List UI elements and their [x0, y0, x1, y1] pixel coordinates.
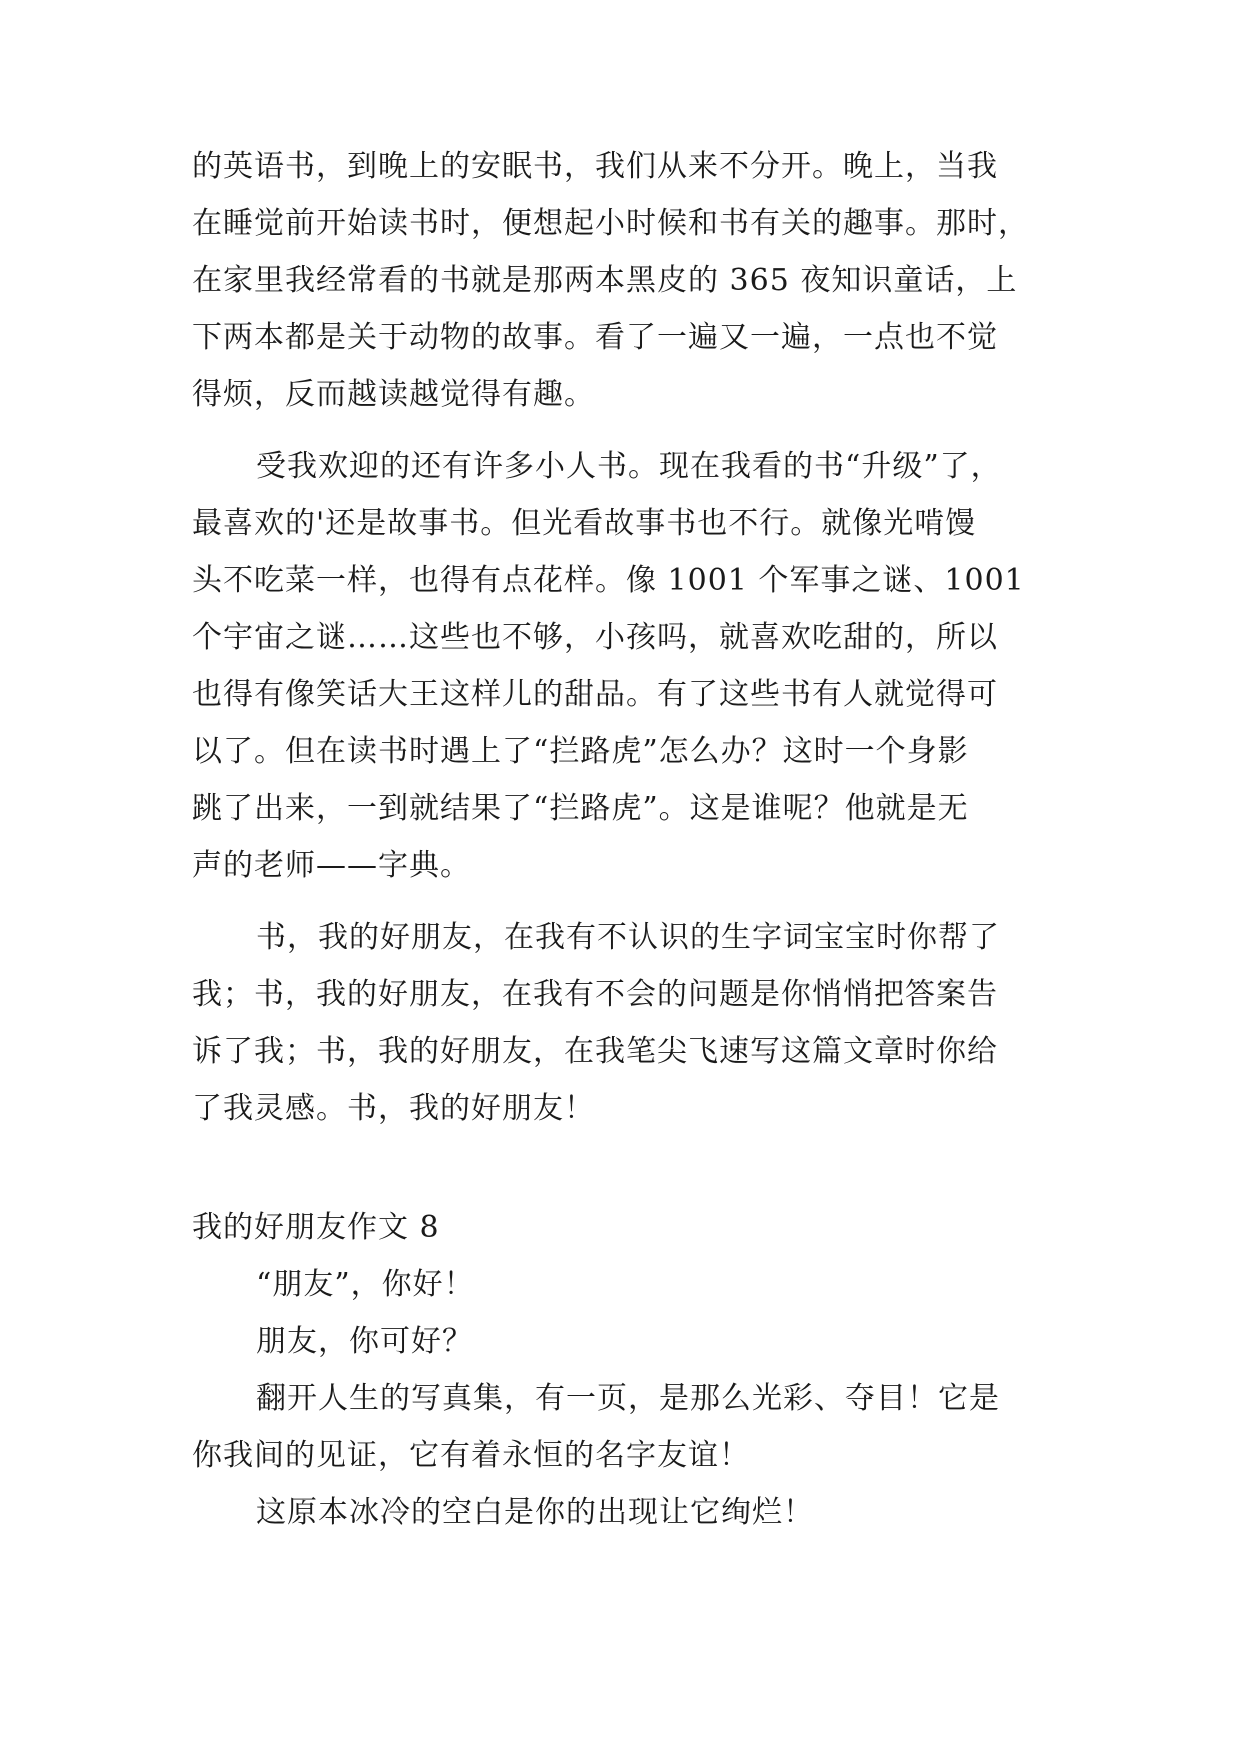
- section-heading: 我的好朋友作文 8: [192, 1210, 440, 1245]
- paragraph-1-line-4: 下两本都是关于动物的故事。看了一遍又一遍，一点也不觉: [192, 320, 998, 355]
- paragraph-2-line-7: 跳了出来，一到就结果了“拦路虎”。这是谁呢？他就是无: [192, 791, 969, 826]
- paragraph-3-line-3: 诉了我；书，我的好朋友，在我笔尖飞速写这篇文章时你给: [192, 1034, 998, 1069]
- paragraph-7-line-1: 这原本冰冷的空白是你的出现让它绚烂！: [256, 1495, 814, 1530]
- paragraph-2-line-5: 也得有像笑话大王这样儿的甜品。有了这些书有人就觉得可: [192, 677, 998, 712]
- paragraph-3-line-2: 我；书，我的好朋友，在我有不会的问题是你悄悄把答案告: [192, 977, 998, 1012]
- paragraph-2-line-3: 头不吃菜一样，也得有点花样。像 1001 个军事之谜、1001: [192, 563, 1025, 598]
- paragraph-3-line-1: 书，我的好朋友，在我有不认识的生字词宝宝时你帮了: [256, 920, 1000, 955]
- paragraph-2-line-4: 个宇宙之谜……这些也不够，小孩吗，就喜欢吃甜的，所以: [192, 620, 998, 655]
- paragraph-2-line-8: 声的老师——字典。: [192, 848, 471, 883]
- paragraph-5-line-1: 朋友，你可好？: [256, 1324, 473, 1359]
- paragraph-2-line-1: 受我欢迎的还有许多小人书。现在我看的书“升级”了，: [256, 449, 1002, 484]
- paragraph-1-line-5: 得烦，反而越读越觉得有趣。: [192, 377, 595, 412]
- paragraph-1-line-2: 在睡觉前开始读书时，便想起小时候和书有关的趣事。那时，: [192, 206, 1029, 241]
- paragraph-2-line-2: 最喜欢的'还是故事书。但光看故事书也不行。就像光啃馒: [192, 506, 977, 541]
- paragraph-2-line-6: 以了。但在读书时遇上了“拦路虎”怎么办？这时一个身影: [192, 734, 969, 769]
- paragraph-3-line-4: 了我灵感。书，我的好朋友！: [192, 1091, 595, 1126]
- paragraph-1-line-3: 在家里我经常看的书就是那两本黑皮的 365 夜知识童话，上: [192, 263, 1018, 298]
- paragraph-6-line-2: 你我间的见证，它有着永恒的名字友谊！: [192, 1438, 750, 1473]
- paragraph-1-line-1: 的英语书，到晚上的安眠书，我们从来不分开。晚上，当我: [192, 149, 998, 184]
- paragraph-4-line-1: “朋友”，你好！: [256, 1267, 475, 1302]
- paragraph-6-line-1: 翻开人生的写真集，有一页，是那么光彩、夺目！它是: [256, 1381, 1000, 1416]
